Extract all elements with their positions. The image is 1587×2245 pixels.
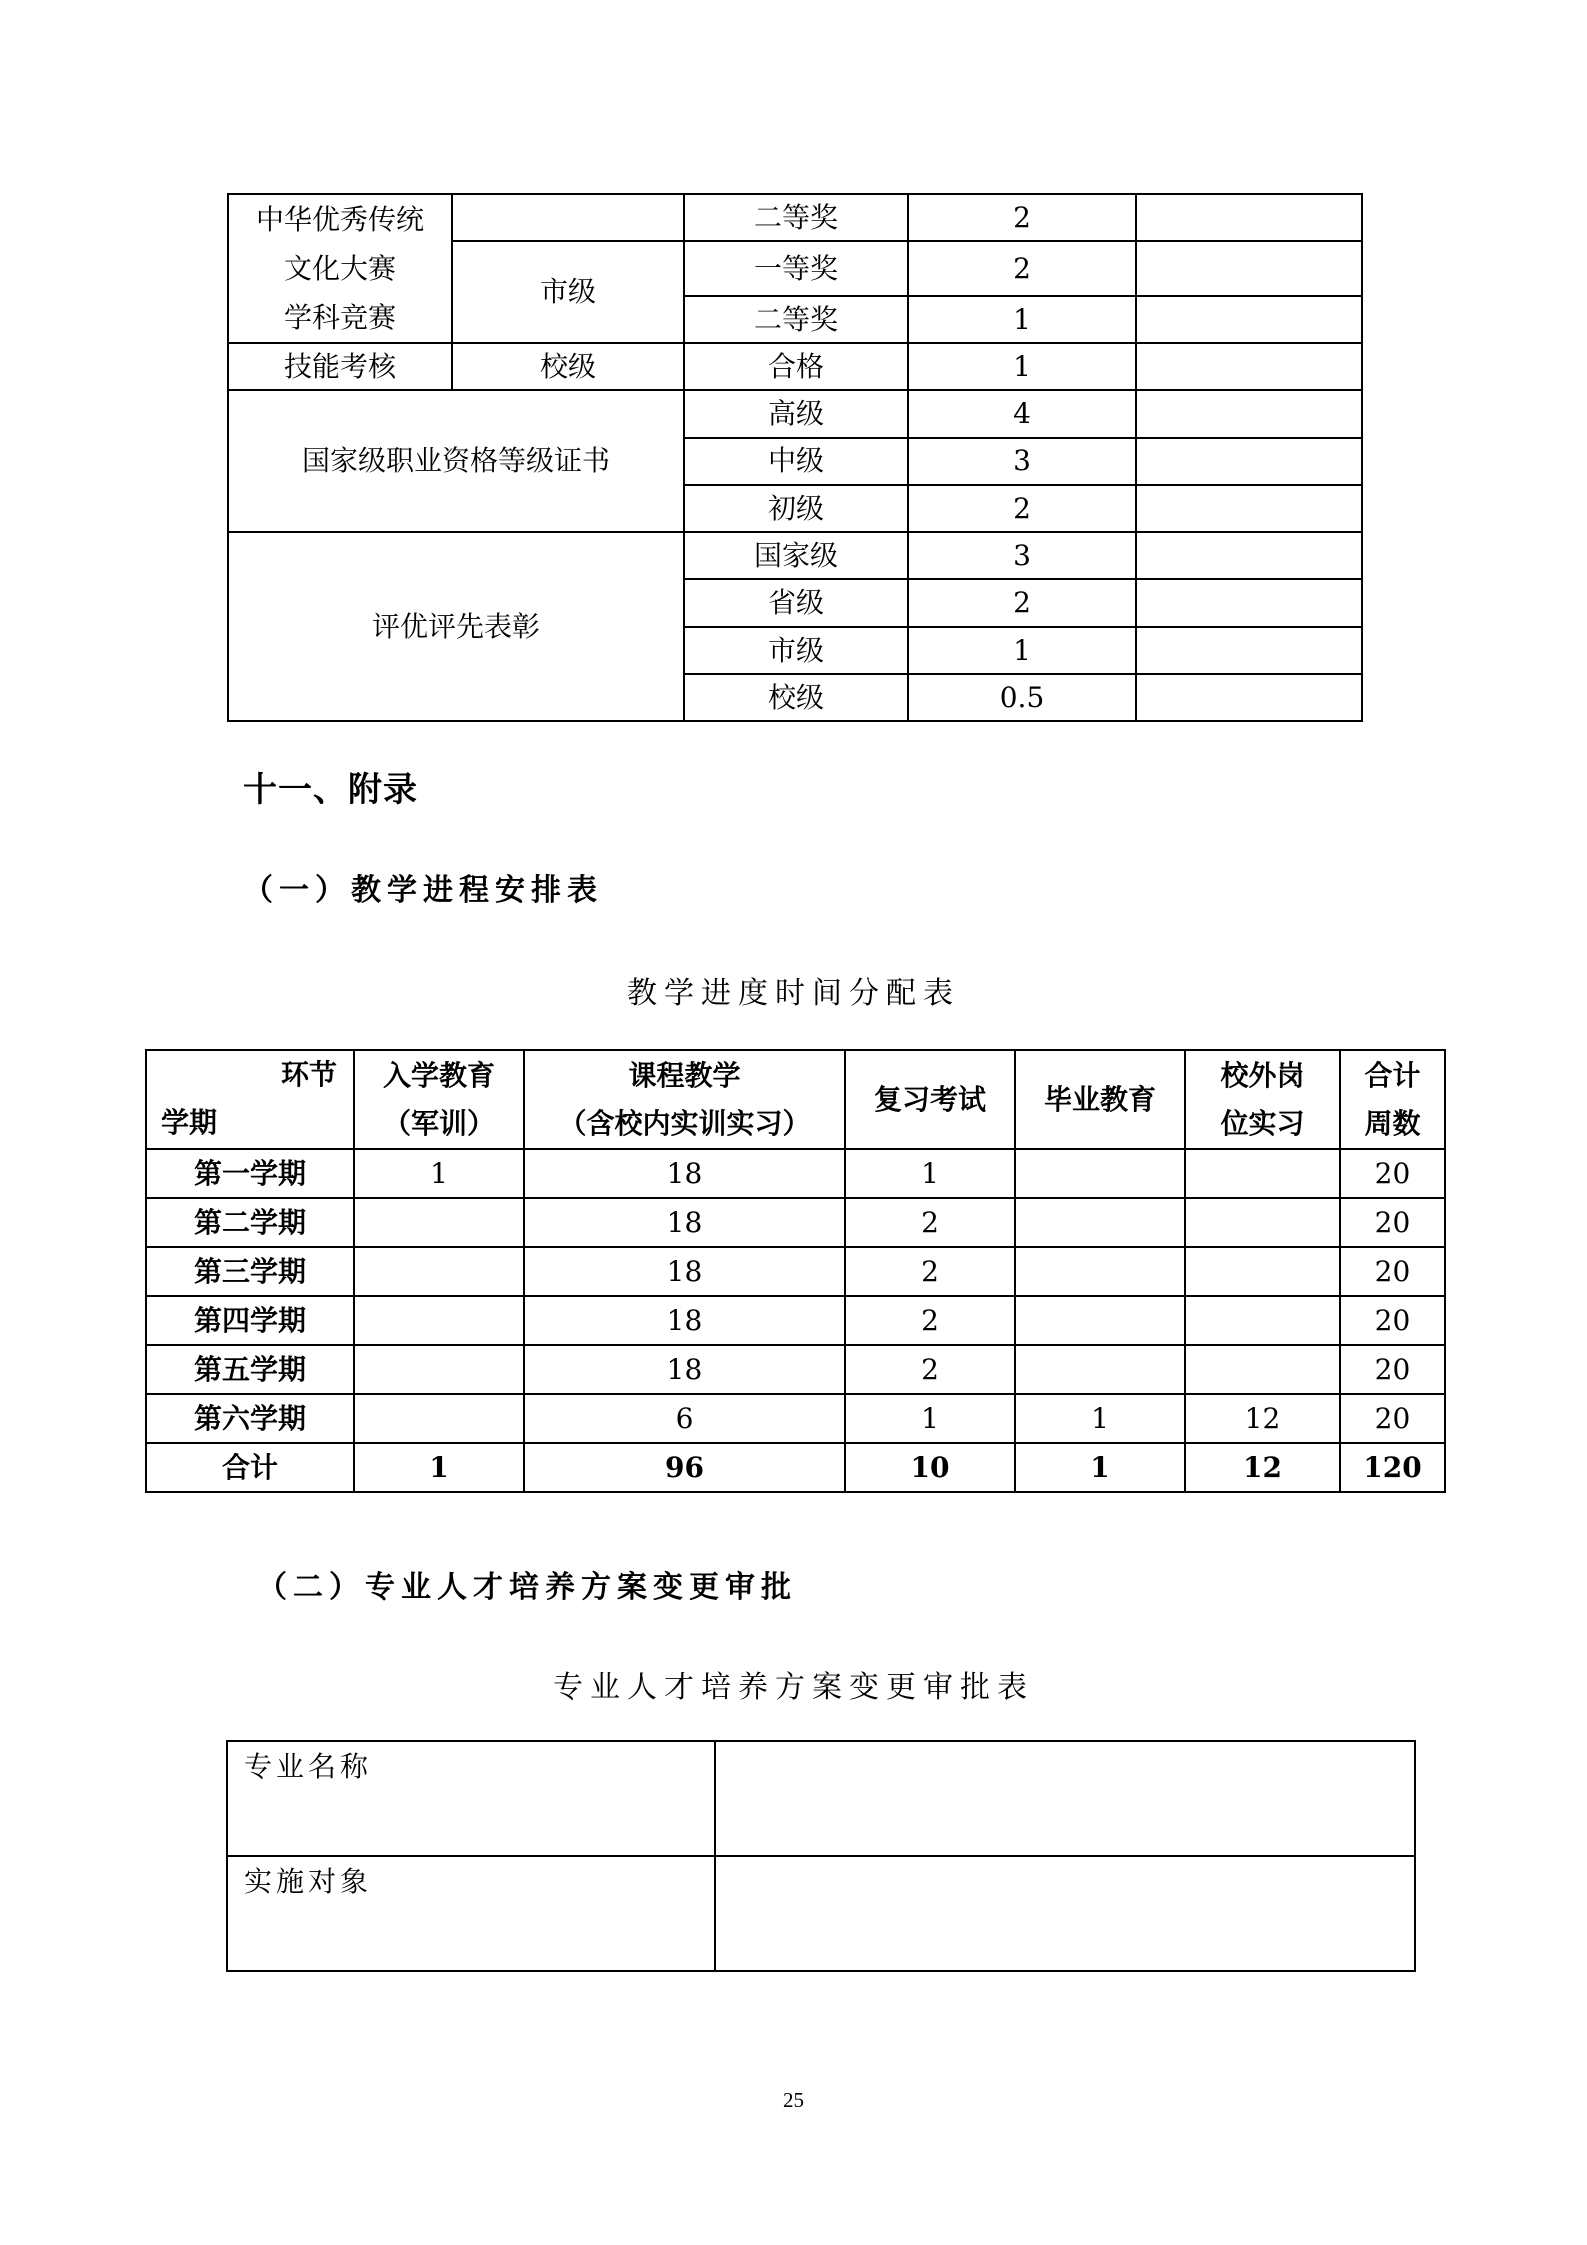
term-cell: 第二学期 xyxy=(146,1198,354,1247)
term-cell: 第三学期 xyxy=(146,1247,354,1296)
credit-cell: 2 xyxy=(908,579,1136,626)
total-value-cell: 10 xyxy=(845,1443,1015,1492)
note-cell xyxy=(1136,194,1362,241)
value-cell xyxy=(354,1394,524,1443)
note-cell xyxy=(1136,343,1362,390)
corner-header-cell xyxy=(146,1050,354,1149)
table-row xyxy=(228,343,1362,390)
credit-cell: 1 xyxy=(908,296,1136,343)
credit-cell: 3 xyxy=(908,532,1136,579)
credit-cell: 1 xyxy=(908,343,1136,390)
category-cell: 技能考核 xyxy=(228,343,452,390)
table-row xyxy=(228,390,1362,437)
total-value-cell: 12 xyxy=(1185,1443,1340,1492)
table-row xyxy=(146,1198,1445,1247)
section-heading: 十一、附录 xyxy=(243,770,418,810)
header-line: 课程教学 xyxy=(628,1058,741,1092)
value-cell: 2 xyxy=(845,1296,1015,1345)
header-line: 合计 xyxy=(1364,1058,1421,1092)
header-cell xyxy=(1185,1050,1340,1149)
value-cell: 18 xyxy=(524,1247,845,1296)
value-cell: 12 xyxy=(1185,1394,1340,1443)
form-value-cell[interactable] xyxy=(715,1741,1415,1856)
table-row xyxy=(228,532,1362,579)
term-cell: 第四学期 xyxy=(146,1296,354,1345)
table-row xyxy=(228,194,1362,241)
total-value-cell: 120 xyxy=(1340,1443,1445,1492)
value-cell xyxy=(1185,1149,1340,1198)
table-header-row xyxy=(146,1050,1445,1149)
category-cell: 国家级职业资格等级证书 xyxy=(228,390,684,532)
level-cell: 校级 xyxy=(452,343,684,390)
note-cell xyxy=(1136,241,1362,295)
value-cell: 18 xyxy=(524,1198,845,1247)
header-cell xyxy=(354,1050,524,1149)
grade-cell: 省级 xyxy=(684,579,908,626)
value-cell: 2 xyxy=(845,1247,1015,1296)
credit-cell: 2 xyxy=(908,194,1136,241)
credit-award-table xyxy=(227,193,1363,722)
header-cell: 毕业教育 xyxy=(1015,1050,1185,1149)
note-cell xyxy=(1136,579,1362,626)
header-line: 校外岗 xyxy=(1220,1058,1305,1092)
value-cell xyxy=(354,1247,524,1296)
grade-cell: 高级 xyxy=(684,390,908,437)
value-cell: 1 xyxy=(845,1149,1015,1198)
value-cell: 20 xyxy=(1340,1198,1445,1247)
value-cell xyxy=(1015,1198,1185,1247)
table-row xyxy=(146,1345,1445,1394)
subsection-heading-approval: （二）专业人才培养方案变更审批 xyxy=(257,1570,797,1605)
corner-bottom-label: 学期 xyxy=(161,1106,218,1139)
value-cell xyxy=(1015,1345,1185,1394)
header-cell xyxy=(1340,1050,1445,1149)
form-label: 专业名称 xyxy=(227,1741,715,1856)
category-cell: 评优评先表彰 xyxy=(228,532,684,721)
credit-cell: 2 xyxy=(908,241,1136,295)
header-line: （含校内实训实习） xyxy=(558,1106,811,1140)
header-line: 位实习 xyxy=(1220,1106,1305,1140)
value-cell: 20 xyxy=(1340,1345,1445,1394)
value-cell xyxy=(354,1198,524,1247)
grade-cell: 初级 xyxy=(684,485,908,532)
header-line: （军训） xyxy=(382,1106,495,1140)
total-value-cell: 1 xyxy=(354,1443,524,1492)
credit-cell: 3 xyxy=(908,438,1136,485)
note-cell xyxy=(1136,296,1362,343)
category-line: 文化大赛 xyxy=(283,252,396,285)
value-cell: 20 xyxy=(1340,1296,1445,1345)
table-caption-schedule: 教学进度时间分配表 xyxy=(627,976,960,1011)
total-label-cell: 合计 xyxy=(146,1443,354,1492)
grade-cell: 二等奖 xyxy=(684,194,908,241)
header-line: 入学教育 xyxy=(382,1058,495,1092)
table-row xyxy=(146,1247,1445,1296)
value-cell: 18 xyxy=(524,1149,845,1198)
value-cell: 6 xyxy=(524,1394,845,1443)
value-cell: 18 xyxy=(524,1345,845,1394)
total-value-cell: 1 xyxy=(1015,1443,1185,1492)
grade-cell: 市级 xyxy=(684,627,908,674)
grade-cell: 合格 xyxy=(684,343,908,390)
form-label: 实施对象 xyxy=(227,1856,715,1971)
grade-cell: 一等奖 xyxy=(684,241,908,295)
total-row xyxy=(146,1443,1445,1492)
term-cell: 第五学期 xyxy=(146,1345,354,1394)
teaching-schedule-table xyxy=(145,1049,1446,1493)
table-row xyxy=(146,1296,1445,1345)
value-cell: 2 xyxy=(845,1198,1015,1247)
grade-cell: 二等奖 xyxy=(684,296,908,343)
value-cell xyxy=(1185,1296,1340,1345)
grade-cell: 国家级 xyxy=(684,532,908,579)
value-cell: 1 xyxy=(1015,1394,1185,1443)
credit-cell: 4 xyxy=(908,390,1136,437)
note-cell xyxy=(1136,390,1362,437)
subsection-heading-schedule: （一）教学进程安排表 xyxy=(243,873,603,908)
note-cell xyxy=(1136,674,1362,721)
table-caption-approval: 专业人才培养方案变更审批表 xyxy=(553,1670,1034,1705)
value-cell: 20 xyxy=(1340,1394,1445,1443)
value-cell xyxy=(1185,1345,1340,1394)
credit-cell: 0.5 xyxy=(908,674,1136,721)
value-cell: 18 xyxy=(524,1296,845,1345)
credit-cell: 2 xyxy=(908,485,1136,532)
level-cell: 市级 xyxy=(452,241,684,343)
form-value-cell[interactable] xyxy=(715,1856,1415,1971)
value-cell: 20 xyxy=(1340,1247,1445,1296)
note-cell xyxy=(1136,485,1362,532)
header-cell: 复习考试 xyxy=(845,1050,1015,1149)
category-line: 中华优秀传统 xyxy=(255,203,424,236)
page-number: 25 xyxy=(783,2088,804,2112)
level-cell xyxy=(452,194,684,241)
grade-cell: 中级 xyxy=(684,438,908,485)
note-cell xyxy=(1136,532,1362,579)
value-cell xyxy=(1185,1247,1340,1296)
note-cell xyxy=(1136,627,1362,674)
category-cell xyxy=(228,194,452,343)
value-cell xyxy=(1015,1296,1185,1345)
grade-cell: 校级 xyxy=(684,674,908,721)
table-row xyxy=(146,1149,1445,1198)
value-cell: 2 xyxy=(845,1345,1015,1394)
note-cell xyxy=(1136,438,1362,485)
term-cell: 第六学期 xyxy=(146,1394,354,1443)
header-cell xyxy=(524,1050,845,1149)
term-cell: 第一学期 xyxy=(146,1149,354,1198)
total-value-cell: 96 xyxy=(524,1443,845,1492)
value-cell: 1 xyxy=(845,1394,1015,1443)
table-row xyxy=(227,1741,1415,1856)
value-cell xyxy=(354,1296,524,1345)
value-cell: 20 xyxy=(1340,1149,1445,1198)
table-row xyxy=(146,1394,1445,1443)
approval-form-table xyxy=(226,1740,1416,1972)
header-line: 周数 xyxy=(1364,1106,1421,1140)
value-cell xyxy=(1015,1247,1185,1296)
value-cell xyxy=(354,1345,524,1394)
value-cell: 1 xyxy=(354,1149,524,1198)
value-cell xyxy=(1015,1149,1185,1198)
corner-top-label: 环节 xyxy=(280,1058,337,1091)
credit-cell: 1 xyxy=(908,627,1136,674)
table-row xyxy=(227,1856,1415,1971)
category-line: 学科竞赛 xyxy=(283,301,396,334)
value-cell xyxy=(1185,1198,1340,1247)
